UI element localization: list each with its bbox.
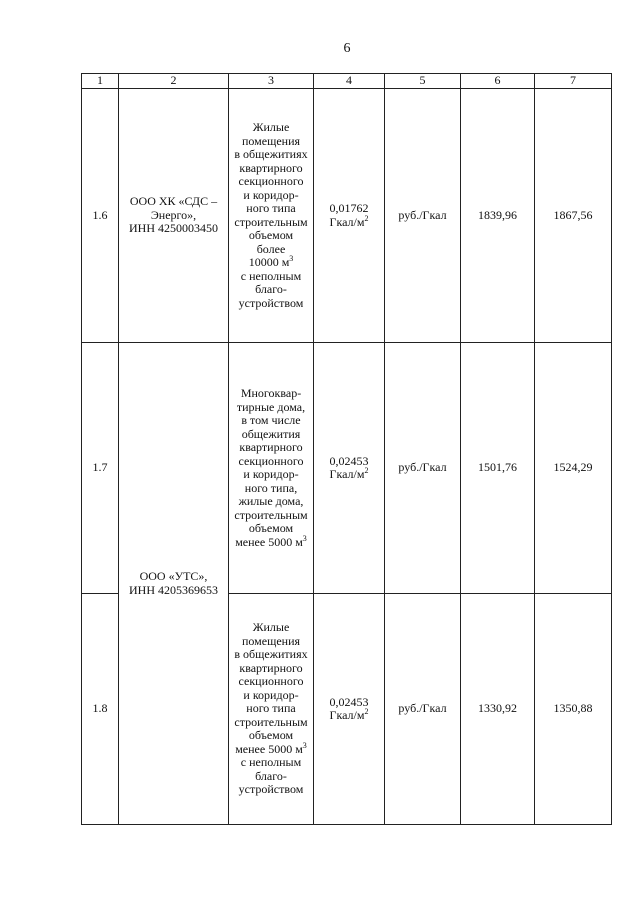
tariff-cell-1: 1501,76	[461, 343, 535, 594]
description-line: помещения	[241, 633, 301, 648]
norm-cell	[314, 594, 385, 825]
superscript: 2	[364, 707, 369, 716]
unit-cell: руб./Гкал	[385, 343, 461, 594]
norm-cell	[314, 343, 385, 594]
column-header: 1	[82, 74, 119, 89]
tariff-cell-2: 1350,88	[535, 594, 612, 825]
organization-line: ООО «УТС»,	[139, 569, 208, 583]
organization-cell	[119, 89, 229, 343]
unit-cell: руб./Гкал	[385, 594, 461, 825]
description-line	[229, 533, 313, 550]
description-line: Жилые	[252, 620, 290, 635]
description-line: и коридор-	[243, 187, 299, 202]
description-line: объемом	[248, 521, 294, 535]
description-line: ного типа	[246, 701, 296, 716]
description-line	[229, 256, 313, 270]
description-line: и коридор-	[243, 467, 299, 481]
description-line: Многоквар-	[240, 386, 302, 400]
description-line: с неполным	[240, 268, 302, 283]
description-line: помещения	[241, 133, 301, 148]
description-line: квартирного	[239, 160, 303, 175]
volume-text: менее 5000 м	[235, 534, 303, 549]
volume-text: менее 5000 м	[235, 741, 303, 756]
column-header: 5	[385, 74, 461, 89]
description-cell	[229, 343, 314, 594]
tariff-cell-2: 1524,29	[535, 343, 612, 594]
description-line: секционного	[238, 174, 304, 188]
table-header-row	[82, 74, 612, 89]
column-header: 7	[535, 74, 612, 89]
description-line: с неполным	[240, 755, 302, 770]
column-header: 6	[461, 74, 535, 89]
description-line: квартирного	[239, 440, 303, 454]
description-line: более	[256, 241, 286, 256]
superscript: 2	[364, 466, 369, 475]
description-line: Жилые	[252, 120, 290, 134]
table-row	[82, 89, 612, 343]
description-line: ного типа,	[244, 480, 298, 495]
row-number: 1.7	[82, 343, 119, 594]
norm-unit-line	[314, 709, 384, 723]
description-line: устройством	[238, 295, 304, 310]
description-line: объемом	[248, 728, 294, 743]
superscript: 3	[289, 254, 294, 263]
norm-cell	[314, 89, 385, 343]
norm-value: 0,02453	[329, 453, 369, 468]
description-cell	[229, 594, 314, 825]
column-header: 4	[314, 74, 385, 89]
description-line: в общежитиях	[234, 147, 308, 161]
tariff-cell-1: 1330,92	[461, 594, 535, 825]
row-number: 1.8	[82, 594, 119, 825]
norm-value: 0,02453	[329, 694, 369, 709]
description-cell	[229, 89, 314, 343]
description-line: строительным	[234, 714, 308, 729]
description-line: устройством	[238, 782, 304, 797]
description-line: ного типа	[246, 201, 296, 215]
description-line: тирные дома,	[236, 399, 306, 414]
table-row	[82, 343, 612, 594]
description-line: строительным	[234, 507, 308, 522]
description-line: квартирного	[239, 660, 303, 675]
description-line: в общежитиях	[234, 647, 308, 662]
organization-line: ИНН 4250003450	[129, 221, 218, 236]
volume-text: 10000 м	[248, 255, 290, 269]
tariff-table	[81, 73, 612, 825]
column-header: 3	[229, 74, 314, 89]
norm-unit: Гкал/м	[329, 214, 365, 229]
description-line: секционного	[238, 674, 304, 689]
description-line: благо-	[255, 768, 287, 783]
description-line	[229, 740, 313, 757]
norm-unit-line	[314, 213, 384, 230]
description-line: жилые дома,	[238, 494, 304, 508]
unit-cell: руб./Гкал	[385, 89, 461, 343]
organization-cell-merged	[119, 343, 229, 825]
tariff-cell-1: 1839,96	[461, 89, 535, 343]
norm-unit: Гкал/м	[329, 467, 365, 481]
organization-line: Энерго»,	[150, 207, 197, 222]
description-line: секционного	[238, 453, 304, 468]
norm-unit-line	[314, 468, 384, 482]
description-line: общежития	[241, 426, 301, 441]
superscript: 2	[364, 213, 369, 223]
organization-line: ИНН 4205369653	[129, 582, 218, 597]
page-number: 6	[343, 41, 351, 56]
column-header: 2	[119, 74, 229, 89]
description-line: объемом	[248, 228, 294, 242]
tariff-cell-2: 1867,56	[535, 89, 612, 343]
row-number: 1.6	[82, 89, 119, 343]
superscript: 3	[302, 740, 307, 750]
description-line: благо-	[255, 282, 287, 296]
norm-unit: Гкал/м	[329, 708, 365, 722]
description-line: строительным	[234, 214, 308, 229]
norm-value: 0,01762	[329, 201, 369, 215]
superscript: 3	[302, 533, 307, 543]
organization-line: ООО ХК «СДС –	[129, 194, 218, 209]
description-line: и коридор-	[243, 687, 299, 702]
description-line: в том числе	[241, 413, 301, 427]
